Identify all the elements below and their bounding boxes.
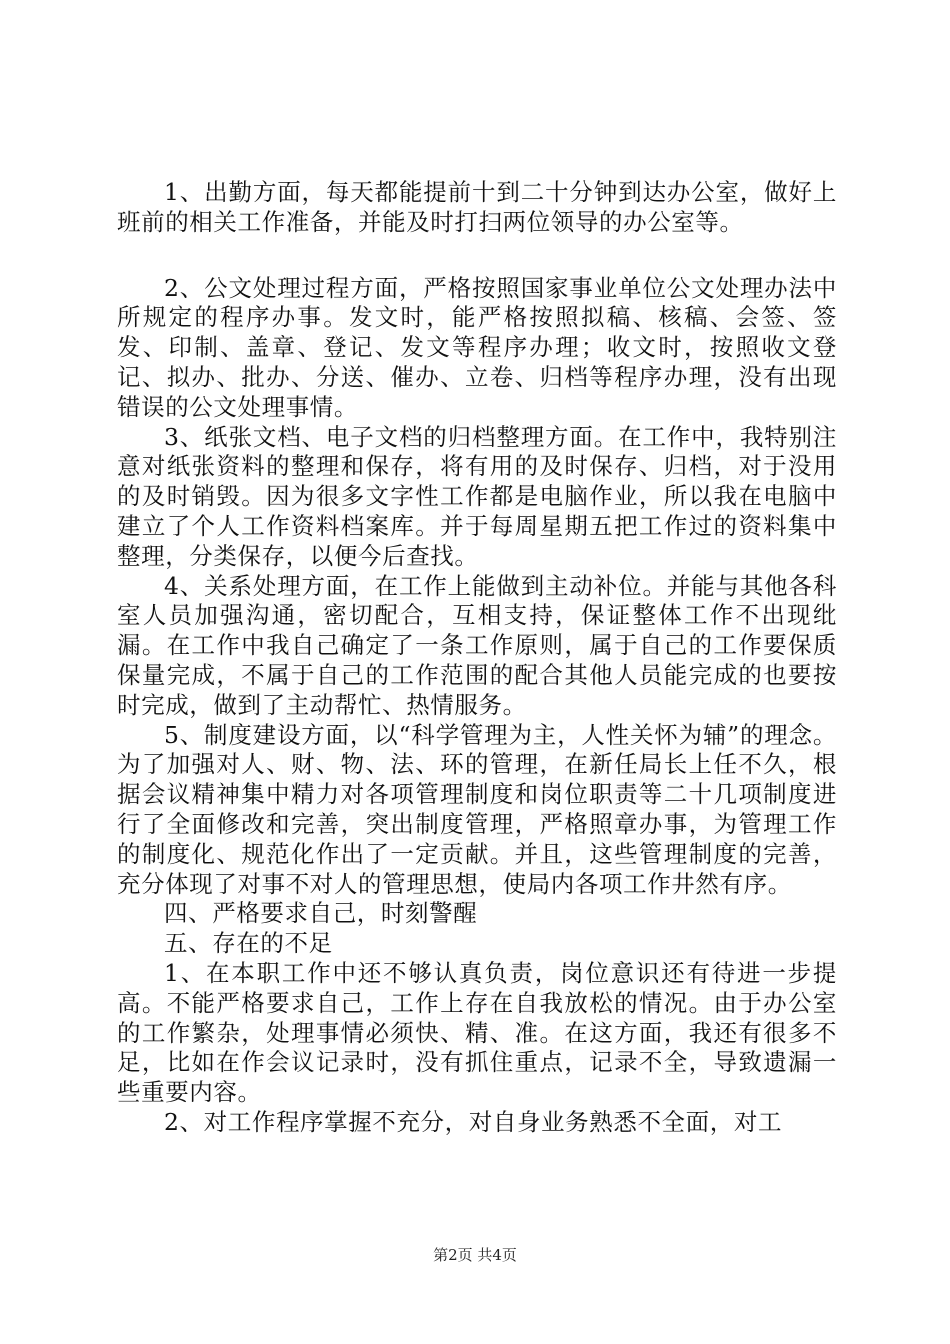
paragraph-archiving: 3、纸张文档、电子文档的归档整理方面。在工作中，我特别注意对纸张资料的整理和保存，将有用的及时保存、归档，对于没用的及时销毁。因为很多文字性工作都是电脑作业，所以我在电脑中建立了个人工作资料档案库。并于每周星期五把工作过的资料集中整理，分类保存，以便今后查找。 — [117, 422, 837, 570]
paragraph-document-processing: 2、公文处理过程方面，严格按照国家事业单位公文处理办法中所规定的程序办事。发文时，能严格按照拟稿、核稿、会签、签发、印制、盖章、登记、发文等程序办理；收文时，按照收文登记、拟办、批办、分送、催办、立卷、归档等程序办理，没有出现错误的公文处理事情。 — [117, 273, 837, 421]
paragraph-shortcoming-1: 1、在本职工作中还不够认真负责，岗位意识还有待进一步提高。不能严格要求自己，工作上存在自我放松的情况。由于办公室的工作繁杂，处理事情必须快、精、准。在这方面，我还有很多不足，比如在作会议记录时，没有抓住重点，记录不全，导致遗漏一些重要内容。 — [117, 958, 837, 1107]
paragraph-system-building: 5、制度建设方面，以“科学管理为主，人性关怀为辅”的理念。为了加强对人、财、物、法、环的管理，在新任局长上任不久，根据会议精神集中精力对各项管理制度和岗位职责等二十几项制度进行了全面修改和完善，突出制度管理，严格照章办事，为管理工作的制度化、规范化作出了一定贡献。并且，这些管理制度的完善，充分体现了对事不对人的管理思想，使局内各项工作井然有序。 — [117, 720, 837, 898]
page-number-footer: 第2页 共4页 — [433, 1246, 517, 1264]
paragraph-relations: 4、关系处理方面，在工作上能做到主动补位。并能与其他各科室人员加强沟通，密切配合，互相支持，保证整体工作不出现纰漏。在工作中我自己确定了一条工作原则，属于自己的工作要保质保量完成，不属于自己的工作范围的配合其他人员能完成的也要按时完成，做到了主动帮忙、热情服务。 — [117, 571, 837, 719]
paragraph-attendance: 1、出勤方面，每天都能提前十到二十分钟到达办公室，做好上班前的相关工作准备，并能及时打扫两位领导的办公室等。 — [117, 178, 837, 236]
document-body — [117, 178, 837, 1138]
paragraph-shortcoming-2: 2、对工作程序掌握不充分，对自身业务熟悉不全面，对工 — [164, 1107, 783, 1136]
section-heading-self-discipline: 四、严格要求自己，时刻警醒 — [164, 899, 478, 928]
section-heading-shortcomings: 五、存在的不足 — [164, 929, 333, 958]
